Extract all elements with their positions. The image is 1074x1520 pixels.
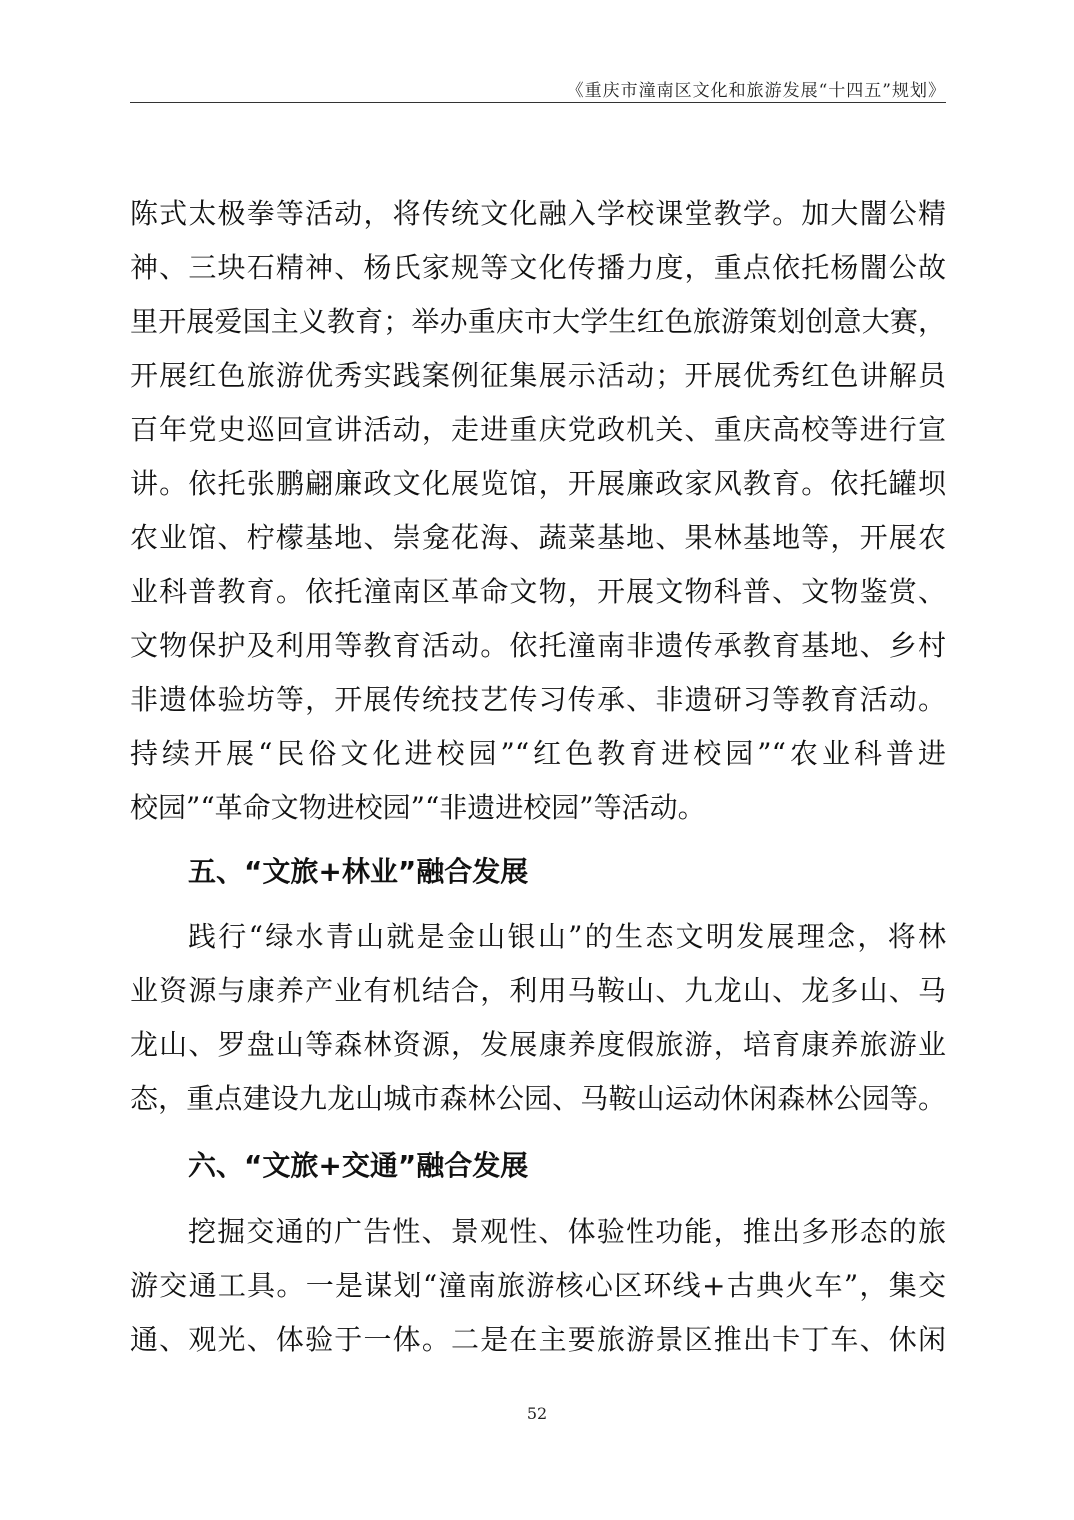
page-number: 52 <box>526 1404 548 1423</box>
body-text-line: 校园”“革命文物进校园”“非遗进校园”等活动。 <box>130 791 706 824</box>
body-text-line: 持续开展“民俗文化进校园”“红色教育进校园”“农业科普进 <box>130 737 946 770</box>
body-text-line: 挖掘交通的广告性、景观性、体验性功能，推出多形态的旅 <box>188 1215 946 1248</box>
body-text-line: 陈式太极拳等活动，将传统文化融入学校课堂教学。加大闇公精 <box>130 197 946 230</box>
body-text-line: 龙山、罗盘山等森林资源，发展康养度假旅游，培育康养旅游业 <box>130 1028 946 1061</box>
section-heading: 五、“文旅+林业”融合发展 <box>188 855 529 888</box>
body-text-line: 践行“绿水青山就是金山银山”的生态文明发展理念，将林 <box>188 920 946 953</box>
body-text-line: 讲。依托张鹏翩廉政文化展览馆，开展廉政家风教育。依托罐坝 <box>130 467 946 500</box>
body-text-line: 态，重点建设九龙山城市森林公园、马鞍山运动休闲森林公园等。 <box>130 1082 946 1115</box>
body-text-line: 业科普教育。依托潼南区革命文物，开展文物科普、文物鉴赏、 <box>130 575 946 608</box>
body-text-line: 百年党史巡回宣讲活动，走进重庆党政机关、重庆高校等进行宣 <box>130 413 946 446</box>
document-title-header: 《重庆市潼南区文化和旅游发展“十四五”规划》 <box>566 81 946 101</box>
body-text-line: 非遗体验坊等，开展传统技艺传习传承、非遗研习等教育活动。 <box>130 683 946 716</box>
body-text-line: 业资源与康养产业有机结合，利用马鞍山、九龙山、龙多山、马 <box>130 974 946 1007</box>
body-text-line: 农业馆、柠檬基地、崇龛花海、蔬菜基地、果林基地等，开展农 <box>130 521 946 554</box>
page-header <box>130 68 946 103</box>
body-text-line: 里开展爱国主义教育；举办重庆市大学生红色旅游策划创意大赛， <box>130 305 946 338</box>
body-text-line: 通、观光、体验于一体。二是在主要旅游景区推出卡丁车、休闲 <box>130 1323 946 1356</box>
body-text-line: 文物保护及利用等教育活动。依托潼南非遗传承教育基地、乡村 <box>130 629 946 662</box>
body-text-line: 开展红色旅游优秀实践案例征集展示活动；开展优秀红色讲解员 <box>130 359 946 392</box>
section-heading: 六、“文旅+交通”融合发展 <box>188 1149 529 1182</box>
body-text-line: 神、三块石精神、杨氏家规等文化传播力度，重点依托杨闇公故 <box>130 251 946 284</box>
body-text-line: 游交通工具。一是谋划“潼南旅游核心区环线+古典火车”，集交 <box>130 1269 946 1302</box>
